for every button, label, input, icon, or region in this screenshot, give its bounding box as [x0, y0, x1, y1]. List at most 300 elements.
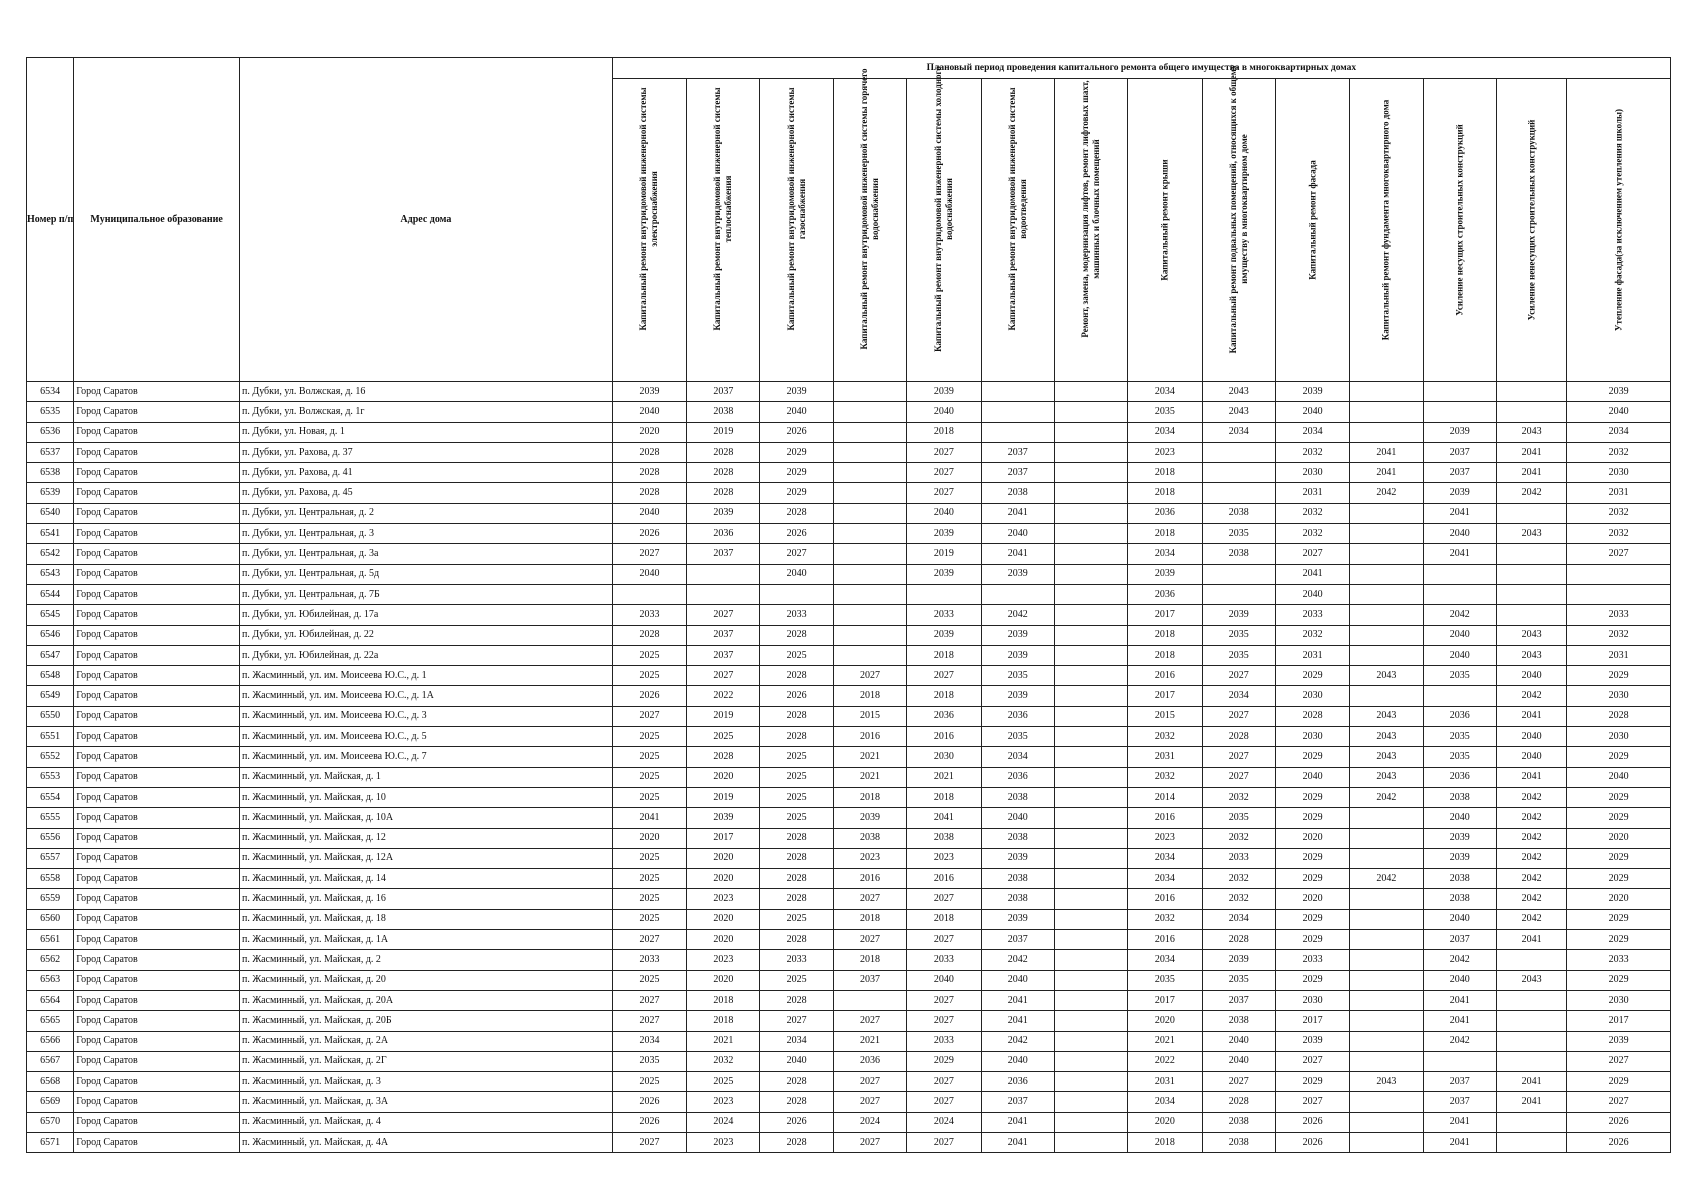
- year-cell: 2033: [907, 1031, 981, 1051]
- year-cell: 2018: [687, 990, 760, 1010]
- year-cell: [1496, 1031, 1566, 1051]
- year-cell: 2019: [687, 787, 760, 807]
- table-row: [27, 869, 1671, 889]
- year-cell: 2027: [612, 990, 686, 1010]
- year-cell: 2025: [760, 645, 833, 665]
- year-cell: [1054, 402, 1127, 422]
- table-row: [27, 1112, 1671, 1132]
- year-cell: 2040: [1423, 808, 1496, 828]
- address-cell: п. Жасминный, ул. им. Моисеева Ю.С., д. 1: [240, 666, 613, 686]
- year-cell: 2025: [612, 848, 686, 868]
- row-number: 6535: [27, 402, 74, 422]
- year-cell: [1054, 990, 1127, 1010]
- year-cell: 2043: [1496, 645, 1566, 665]
- table-row: [27, 584, 1671, 604]
- municipality-cell: Город Саратов: [74, 564, 240, 584]
- year-cell: [1054, 503, 1127, 523]
- year-cell: 2040: [1567, 402, 1671, 422]
- year-cell: 2041: [981, 1132, 1054, 1152]
- header-work-8: [1202, 64, 1275, 382]
- address-cell: п. Жасминный, ул. Майская, д. 10А: [240, 808, 613, 828]
- year-cell: 2039: [907, 524, 981, 544]
- year-cell: 2041: [1496, 1072, 1566, 1092]
- year-cell: 2042: [1350, 787, 1423, 807]
- address-cell: п. Дубки, ул. Волжская, д. 16: [240, 382, 613, 402]
- year-cell: 2029: [1275, 909, 1349, 929]
- year-cell: 2024: [687, 1112, 760, 1132]
- row-number: 6544: [27, 584, 74, 604]
- year-cell: 2027: [1567, 544, 1671, 564]
- year-cell: 2033: [1567, 605, 1671, 625]
- municipality-cell: Город Саратов: [74, 402, 240, 422]
- year-cell: 2027: [907, 1072, 981, 1092]
- row-number: 6540: [27, 503, 74, 523]
- year-cell: 2033: [1567, 950, 1671, 970]
- year-cell: 2030: [1567, 686, 1671, 706]
- year-cell: 2034: [1128, 382, 1202, 402]
- header-plan-period: Плановый период проведения капитального ремонта общего имущества в многоквартирных домах: [612, 58, 1670, 79]
- year-cell: [1054, 727, 1127, 747]
- year-cell: 2040: [1423, 625, 1496, 645]
- address-cell: п. Дубки, ул. Рахова, д. 45: [240, 483, 613, 503]
- year-cell: [981, 422, 1054, 442]
- year-cell: 2027: [760, 544, 833, 564]
- year-cell: 2041: [1496, 1092, 1566, 1112]
- year-cell: [1350, 970, 1423, 990]
- year-cell: 2032: [1275, 524, 1349, 544]
- year-cell: 2015: [1128, 706, 1202, 726]
- table-row: [27, 564, 1671, 584]
- year-cell: [1054, 544, 1127, 564]
- year-cell: 2026: [1567, 1112, 1671, 1132]
- year-cell: 2023: [1128, 828, 1202, 848]
- year-cell: 2022: [687, 686, 760, 706]
- header-work-label: Капитальный ремонт внутридомовой инженерной системы водоотведения: [1006, 87, 1028, 331]
- header-work-label: Капитальный ремонт внутридомовой инженерной системы холодного водоснабжения: [932, 66, 954, 352]
- year-cell: 2037: [1423, 1092, 1496, 1112]
- table-row: [27, 808, 1671, 828]
- year-cell: 2039: [687, 503, 760, 523]
- year-cell: [1350, 402, 1423, 422]
- row-number: 6549: [27, 686, 74, 706]
- year-cell: 2035: [1423, 747, 1496, 767]
- header-work-label: Капитальный ремонт фасада: [1307, 160, 1318, 280]
- address-cell: п. Жасминный, ул. Майская, д. 3А: [240, 1092, 613, 1112]
- year-cell: 2036: [1423, 706, 1496, 726]
- year-cell: 2026: [1275, 1132, 1349, 1152]
- year-cell: 2032: [1202, 787, 1275, 807]
- year-cell: [1567, 584, 1671, 604]
- year-cell: 2027: [1567, 1051, 1671, 1071]
- year-cell: [1054, 930, 1127, 950]
- year-cell: [1350, 930, 1423, 950]
- year-cell: 2027: [907, 1092, 981, 1112]
- address-cell: п. Жасминный, ул. им. Моисеева Ю.С., д. 3: [240, 706, 613, 726]
- year-cell: 2032: [1128, 767, 1202, 787]
- row-number: 6571: [27, 1132, 74, 1152]
- year-cell: 2028: [760, 666, 833, 686]
- year-cell: 2025: [760, 747, 833, 767]
- address-cell: п. Жасминный, ул. Майская, д. 3: [240, 1072, 613, 1092]
- year-cell: [1350, 1132, 1423, 1152]
- year-cell: 2040: [1423, 970, 1496, 990]
- year-cell: 2016: [1128, 666, 1202, 686]
- year-cell: 2039: [687, 808, 760, 828]
- year-cell: 2040: [612, 402, 686, 422]
- year-cell: 2043: [1350, 1072, 1423, 1092]
- year-cell: [1350, 848, 1423, 868]
- year-cell: 2030: [1567, 990, 1671, 1010]
- year-cell: [981, 382, 1054, 402]
- municipality-cell: Город Саратов: [74, 930, 240, 950]
- year-cell: 2021: [687, 1031, 760, 1051]
- year-cell: [1496, 990, 1566, 1010]
- year-cell: 2043: [1496, 970, 1566, 990]
- year-cell: 2024: [833, 1112, 906, 1132]
- year-cell: 2034: [1128, 848, 1202, 868]
- year-cell: 2029: [1275, 970, 1349, 990]
- year-cell: 2020: [1128, 1011, 1202, 1031]
- municipality-cell: Город Саратов: [74, 463, 240, 483]
- year-cell: [1202, 584, 1275, 604]
- year-cell: 2042: [1496, 483, 1566, 503]
- year-cell: 2040: [981, 808, 1054, 828]
- year-cell: 2039: [907, 382, 981, 402]
- row-number: 6546: [27, 625, 74, 645]
- year-cell: 2026: [612, 1092, 686, 1112]
- year-cell: 2043: [1496, 625, 1566, 645]
- address-cell: п. Жасминный, ул. Майская, д. 20Б: [240, 1011, 613, 1031]
- year-cell: 2041: [907, 808, 981, 828]
- address-cell: п. Жасминный, ул. им. Моисеева Ю.С., д. 7: [240, 747, 613, 767]
- row-number: 6556: [27, 828, 74, 848]
- year-cell: [1054, 1072, 1127, 1092]
- municipality-cell: Город Саратов: [74, 970, 240, 990]
- year-cell: 2042: [1496, 909, 1566, 929]
- year-cell: 2020: [687, 930, 760, 950]
- municipality-cell: Город Саратов: [74, 422, 240, 442]
- year-cell: 2032: [1128, 909, 1202, 929]
- year-cell: 2027: [907, 666, 981, 686]
- year-cell: 2040: [1202, 1051, 1275, 1071]
- year-cell: 2027: [612, 930, 686, 950]
- year-cell: 2040: [907, 970, 981, 990]
- year-cell: [1496, 1112, 1566, 1132]
- table-row: [27, 848, 1671, 868]
- address-cell: п. Жасминный, ул. Майская, д. 18: [240, 909, 613, 929]
- year-cell: 2028: [760, 930, 833, 950]
- year-cell: 2027: [833, 889, 906, 909]
- year-cell: [833, 584, 906, 604]
- table-row: [27, 645, 1671, 665]
- year-cell: 2042: [1350, 869, 1423, 889]
- year-cell: [1054, 889, 1127, 909]
- year-cell: [1423, 584, 1496, 604]
- year-cell: 2029: [1567, 787, 1671, 807]
- year-cell: 2028: [760, 848, 833, 868]
- address-cell: п. Жасминный, ул. Майская, д. 16: [240, 889, 613, 909]
- year-cell: 2025: [612, 1072, 686, 1092]
- year-cell: 2026: [760, 524, 833, 544]
- address-cell: п. Жасминный, ул. Майская, д. 12: [240, 828, 613, 848]
- year-cell: 2025: [612, 767, 686, 787]
- table-row: [27, 706, 1671, 726]
- table-row: [27, 747, 1671, 767]
- year-cell: 2016: [1128, 930, 1202, 950]
- year-cell: 2035: [1202, 645, 1275, 665]
- year-cell: 2040: [1275, 584, 1349, 604]
- year-cell: 2018: [1128, 625, 1202, 645]
- municipality-cell: Город Саратов: [74, 584, 240, 604]
- year-cell: 2029: [1567, 848, 1671, 868]
- year-cell: 2027: [760, 1011, 833, 1031]
- year-cell: 2017: [1128, 605, 1202, 625]
- year-cell: 2028: [760, 1092, 833, 1112]
- year-cell: [1054, 625, 1127, 645]
- header-work-5: [981, 79, 1054, 382]
- year-cell: 2041: [981, 1011, 1054, 1031]
- year-cell: [1054, 524, 1127, 544]
- table-row: [27, 909, 1671, 929]
- row-number: 6554: [27, 787, 74, 807]
- year-cell: 2029: [1275, 848, 1349, 868]
- year-cell: 2026: [612, 1112, 686, 1132]
- year-cell: [1350, 524, 1423, 544]
- year-cell: 2028: [760, 625, 833, 645]
- year-cell: 2017: [1128, 686, 1202, 706]
- year-cell: 2040: [981, 1051, 1054, 1071]
- municipality-cell: Город Саратов: [74, 767, 240, 787]
- year-cell: [1054, 645, 1127, 665]
- year-cell: [1350, 1031, 1423, 1051]
- municipality-cell: Город Саратов: [74, 1092, 240, 1112]
- year-cell: 2018: [1128, 1132, 1202, 1152]
- table-row: [27, 524, 1671, 544]
- year-cell: 2041: [1423, 990, 1496, 1010]
- year-cell: [1496, 1132, 1566, 1152]
- year-cell: 2027: [907, 930, 981, 950]
- year-cell: 2036: [981, 767, 1054, 787]
- table-row: [27, 828, 1671, 848]
- municipality-cell: Город Саратов: [74, 950, 240, 970]
- year-cell: 2027: [612, 706, 686, 726]
- year-cell: 2029: [1567, 970, 1671, 990]
- year-cell: 2038: [1202, 1132, 1275, 1152]
- year-cell: [833, 402, 906, 422]
- header-work-2: [760, 79, 833, 382]
- year-cell: [1350, 625, 1423, 645]
- row-number: 6560: [27, 909, 74, 929]
- year-cell: 2038: [981, 787, 1054, 807]
- year-cell: 2033: [612, 605, 686, 625]
- year-cell: 2034: [1202, 909, 1275, 929]
- year-cell: 2014: [1128, 787, 1202, 807]
- municipality-cell: Город Саратов: [74, 686, 240, 706]
- header-work-1: [687, 79, 760, 382]
- address-cell: п. Жасминный, ул. Майская, д. 10: [240, 787, 613, 807]
- year-cell: 2025: [760, 787, 833, 807]
- row-number: 6552: [27, 747, 74, 767]
- year-cell: 2041: [981, 503, 1054, 523]
- year-cell: 2037: [1202, 990, 1275, 1010]
- year-cell: 2026: [612, 524, 686, 544]
- year-cell: [833, 463, 906, 483]
- year-cell: 2028: [760, 1132, 833, 1152]
- year-cell: 2025: [760, 808, 833, 828]
- year-cell: [1423, 1051, 1496, 1071]
- year-cell: 2036: [1128, 584, 1202, 604]
- year-cell: [1350, 564, 1423, 584]
- year-cell: 2029: [760, 483, 833, 503]
- row-number: 6558: [27, 869, 74, 889]
- address-cell: п. Жасминный, ул. Майская, д. 1: [240, 767, 613, 787]
- year-cell: 2039: [981, 625, 1054, 645]
- year-cell: 2036: [1423, 767, 1496, 787]
- year-cell: [833, 625, 906, 645]
- municipality-cell: Город Саратов: [74, 727, 240, 747]
- year-cell: 2027: [1202, 666, 1275, 686]
- year-cell: 2034: [1202, 686, 1275, 706]
- year-cell: 2028: [760, 990, 833, 1010]
- year-cell: 2029: [1275, 930, 1349, 950]
- year-cell: 2028: [612, 463, 686, 483]
- address-cell: п. Жасминный, ул. Майская, д. 12А: [240, 848, 613, 868]
- year-cell: 2039: [981, 686, 1054, 706]
- table-row: [27, 1031, 1671, 1051]
- table-row: [27, 605, 1671, 625]
- year-cell: 2037: [1423, 442, 1496, 462]
- year-cell: 2040: [981, 524, 1054, 544]
- year-cell: 2023: [1128, 442, 1202, 462]
- year-cell: 2035: [1423, 666, 1496, 686]
- year-cell: 2018: [833, 909, 906, 929]
- year-cell: 2027: [907, 1011, 981, 1031]
- year-cell: 2041: [981, 990, 1054, 1010]
- year-cell: 2037: [687, 625, 760, 645]
- year-cell: 2026: [1275, 1112, 1349, 1132]
- year-cell: [1350, 1112, 1423, 1132]
- year-cell: 2040: [1423, 645, 1496, 665]
- row-number: 6568: [27, 1072, 74, 1092]
- year-cell: [1054, 1092, 1127, 1112]
- year-cell: 2038: [1202, 544, 1275, 564]
- year-cell: 2025: [612, 909, 686, 929]
- year-cell: 2042: [1350, 483, 1423, 503]
- year-cell: 2018: [1128, 645, 1202, 665]
- year-cell: 2018: [907, 909, 981, 929]
- year-cell: 2035: [981, 727, 1054, 747]
- year-cell: 2034: [1128, 422, 1202, 442]
- address-cell: п. Дубки, ул. Новая, д. 1: [240, 422, 613, 442]
- table-row: [27, 382, 1671, 402]
- row-number: 6542: [27, 544, 74, 564]
- year-cell: 2042: [1496, 889, 1566, 909]
- municipality-cell: Город Саратов: [74, 1011, 240, 1031]
- year-cell: [1496, 402, 1566, 422]
- year-cell: [1496, 1011, 1566, 1031]
- year-cell: 2027: [833, 1072, 906, 1092]
- year-cell: 2043: [1202, 402, 1275, 422]
- year-cell: 2038: [981, 828, 1054, 848]
- municipality-cell: Город Саратов: [74, 889, 240, 909]
- table-row: [27, 1072, 1671, 1092]
- year-cell: 2032: [1567, 625, 1671, 645]
- year-cell: [833, 382, 906, 402]
- year-cell: [1350, 584, 1423, 604]
- year-cell: [1054, 950, 1127, 970]
- year-cell: 2017: [1275, 1011, 1349, 1031]
- year-cell: 2043: [1350, 727, 1423, 747]
- header-work-label: Капитальный ремонт внутридомовой инженерной системы теплоснабжения: [712, 87, 734, 331]
- year-cell: 2039: [907, 564, 981, 584]
- year-cell: 2035: [1202, 625, 1275, 645]
- year-cell: 2041: [1423, 1011, 1496, 1031]
- header-municipality: Муниципальное образование: [74, 58, 240, 382]
- year-cell: [1202, 463, 1275, 483]
- year-cell: 2028: [760, 727, 833, 747]
- year-cell: 2037: [1423, 930, 1496, 950]
- year-cell: 2027: [833, 1011, 906, 1031]
- year-cell: 2021: [833, 1031, 906, 1051]
- row-number: 6564: [27, 990, 74, 1010]
- year-cell: [1423, 402, 1496, 422]
- year-cell: 2028: [1202, 1092, 1275, 1112]
- year-cell: 2030: [907, 747, 981, 767]
- row-number: 6538: [27, 463, 74, 483]
- year-cell: 2025: [612, 645, 686, 665]
- year-cell: 2041: [1423, 1112, 1496, 1132]
- header-work-label: Капитальный ремонт внутридомовой инженерной системы электроснабжения: [638, 87, 660, 331]
- year-cell: 2039: [981, 848, 1054, 868]
- year-cell: 2030: [1275, 686, 1349, 706]
- year-cell: 2025: [612, 970, 686, 990]
- table-row: [27, 1132, 1671, 1152]
- municipality-cell: Город Саратов: [74, 1031, 240, 1051]
- municipality-cell: Город Саратов: [74, 747, 240, 767]
- header-work-4: [907, 66, 981, 382]
- year-cell: 2029: [1567, 909, 1671, 929]
- year-cell: 2025: [760, 909, 833, 929]
- table-row: [27, 483, 1671, 503]
- year-cell: 2029: [1567, 869, 1671, 889]
- year-cell: [1567, 564, 1671, 584]
- address-cell: п. Жасминный, ул. им. Моисеева Ю.С., д. 1А: [240, 686, 613, 706]
- year-cell: 2029: [1275, 666, 1349, 686]
- year-cell: 2026: [760, 1112, 833, 1132]
- address-cell: п. Жасминный, ул. Майская, д. 14: [240, 869, 613, 889]
- year-cell: 2039: [1423, 422, 1496, 442]
- header-work-12: [1496, 79, 1566, 382]
- year-cell: 2035: [1423, 727, 1496, 747]
- year-cell: 2029: [1275, 747, 1349, 767]
- year-cell: 2027: [1275, 544, 1349, 564]
- year-cell: 2029: [1567, 930, 1671, 950]
- year-cell: 2041: [981, 1112, 1054, 1132]
- header-work-0: [612, 79, 686, 382]
- year-cell: 2043: [1350, 747, 1423, 767]
- year-cell: 2027: [907, 463, 981, 483]
- address-cell: п. Дубки, ул. Центральная, д. 5д: [240, 564, 613, 584]
- table-row: [27, 503, 1671, 523]
- year-cell: 2016: [1128, 889, 1202, 909]
- year-cell: 2033: [612, 950, 686, 970]
- year-cell: 2016: [907, 727, 981, 747]
- address-cell: п. Жасминный, ул. Майская, д. 20А: [240, 990, 613, 1010]
- year-cell: 2034: [1128, 544, 1202, 564]
- year-cell: 2031: [1128, 747, 1202, 767]
- table-body: [27, 382, 1671, 1153]
- header-work-label: Ремонт, замена, модернизация лифтов, ремонт лифтовых шахт, машинных и блочных помещений: [1080, 80, 1102, 338]
